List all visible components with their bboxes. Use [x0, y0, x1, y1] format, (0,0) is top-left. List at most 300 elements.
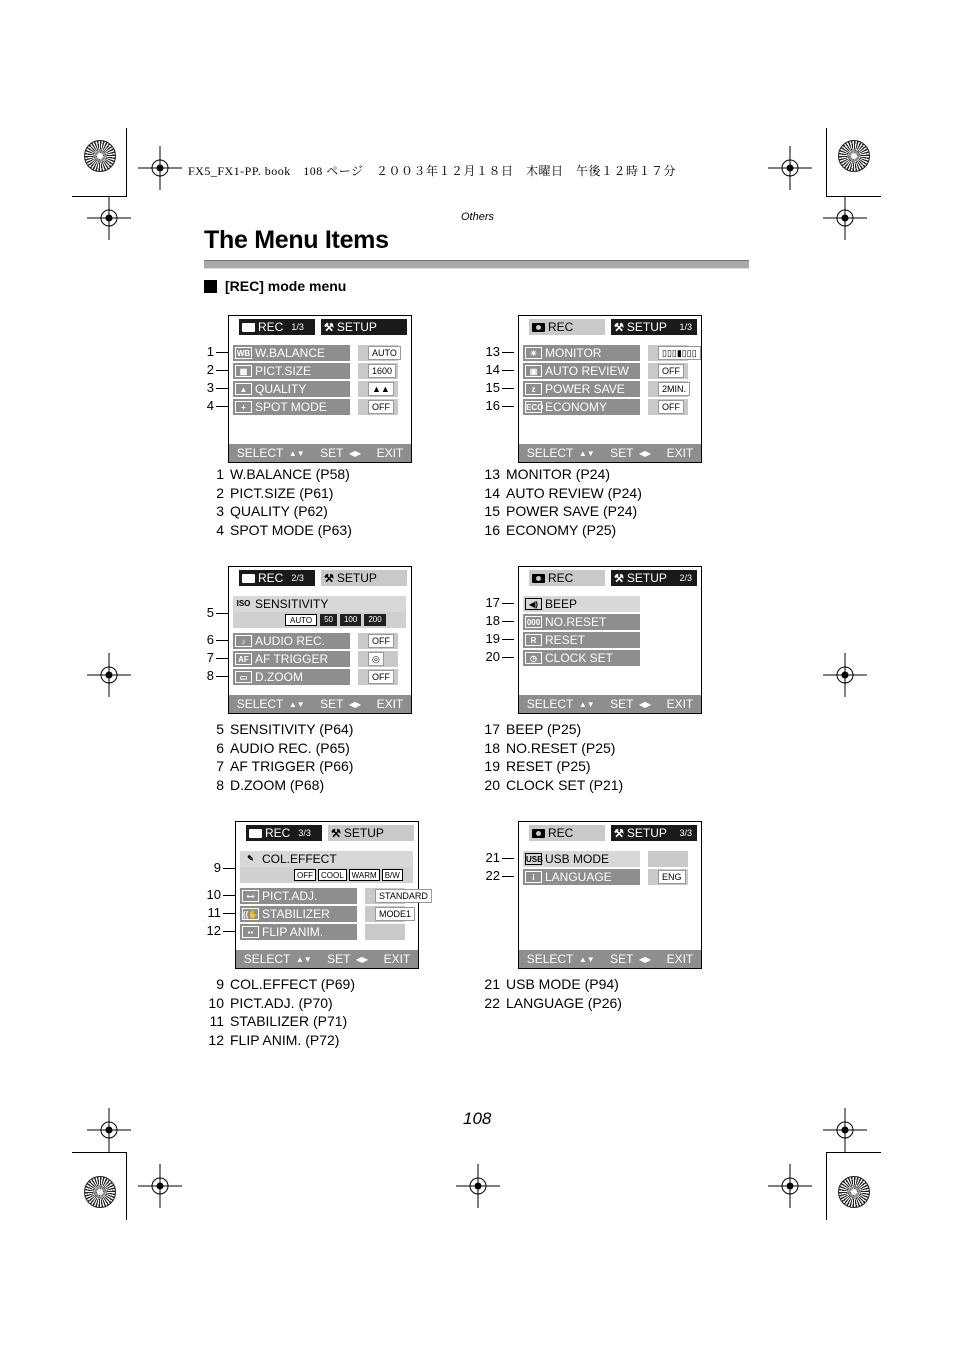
menu-row[interactable] [233, 651, 350, 667]
reference-item [204, 484, 352, 503]
menu-item-usb-mode[interactable] [523, 851, 640, 867]
crosshair-mark [456, 1164, 500, 1208]
callout-leader [216, 388, 228, 389]
footer-set: SET [610, 952, 634, 966]
reference-item [480, 994, 622, 1013]
menu-item-power-save[interactable] [523, 381, 640, 397]
reference-item [480, 502, 642, 521]
col-effect-option[interactable]: B/W [382, 869, 403, 881]
sensitivity-option[interactable]: AUTO [285, 614, 317, 626]
crop-mark [826, 1152, 827, 1220]
crop-mark [826, 128, 827, 196]
reference-number: 17 [484, 721, 500, 737]
camera-icon [249, 829, 262, 838]
reference-text: MONITOR (P24) [506, 466, 610, 482]
callout-leader [502, 621, 514, 622]
menu-item-icon: R [525, 634, 542, 646]
callout-leader [216, 370, 228, 371]
menu-item-value[interactable] [358, 633, 398, 649]
menu-item-label: PICT.ADJ. [262, 889, 318, 903]
reference-number: 2 [216, 484, 224, 501]
reference-text: ECONOMY (P25) [506, 521, 617, 538]
menu-row[interactable] [233, 345, 350, 361]
menu-item-d-zoom[interactable] [233, 669, 350, 685]
reference-list [480, 975, 622, 1012]
tab-setup[interactable] [611, 570, 697, 586]
callout-number: 5 [206, 605, 214, 620]
menu-item-value[interactable] [648, 381, 688, 397]
menu-item-stabilizer[interactable] [240, 906, 357, 922]
reference-text: D.ZOOM (P68) [230, 776, 325, 793]
leftright-icon: ◀▶ [348, 448, 362, 458]
menu-row[interactable] [523, 596, 640, 612]
callout-number: 3 [206, 380, 214, 395]
page-number: 108 [463, 1109, 492, 1128]
menu-item-pict-adj[interactable] [240, 888, 357, 904]
reference-number: 21 [484, 976, 500, 992]
menu-item-label: NO.RESET [545, 615, 607, 629]
menu-footer [519, 695, 701, 713]
reference-item [204, 776, 353, 795]
menu-item-icon: ▪▪ [242, 926, 259, 938]
callout-number: 15 [485, 380, 500, 395]
leftright-icon: ◀▶ [348, 699, 362, 709]
reference-text: AUTO REVIEW (P24) [506, 484, 642, 501]
camera-icon [242, 574, 255, 583]
reference-list [480, 465, 642, 539]
menu-item-label: CLOCK SET [545, 651, 614, 665]
menu-item-value[interactable] [358, 381, 398, 397]
tab-setup[interactable] [321, 319, 407, 335]
menu-row[interactable] [523, 869, 640, 885]
tab-rec[interactable] [246, 825, 322, 841]
callout-leader [223, 931, 235, 932]
crosshair-mark [823, 1108, 867, 1152]
menu-item-beep[interactable] [523, 596, 640, 612]
reference-number: 11 [209, 1013, 224, 1029]
menu-item-value[interactable] [358, 399, 398, 415]
reference-text: SPOT MODE (P63) [230, 521, 352, 538]
callout-number: 7 [206, 650, 214, 665]
callout-number: 13 [485, 344, 500, 359]
footer-set: SET [320, 697, 344, 711]
reference-text: FLIP ANIM. (P72) [230, 1031, 340, 1048]
footer-select: SELECT [243, 952, 291, 966]
reference-list [204, 975, 355, 1049]
callout-leader [216, 676, 228, 677]
menu-item-icon: WB [236, 349, 251, 358]
footer-select: SELECT [526, 697, 574, 711]
callout-number: 8 [206, 668, 214, 683]
menu-item-icon: z [525, 383, 542, 395]
reference-item [204, 975, 355, 994]
callout-number: 2 [206, 362, 214, 377]
crosshair-mark [768, 146, 812, 190]
wrench-icon: ⚒ [324, 572, 334, 585]
callout-leader [502, 352, 514, 353]
menu-row[interactable] [240, 888, 357, 904]
tab-rec[interactable] [239, 570, 315, 586]
crosshair-mark [768, 1164, 812, 1208]
section-label: Others [461, 211, 495, 223]
menu-item-label: FLIP ANIM. [262, 925, 324, 939]
tab-rec-label: REC [258, 320, 284, 334]
menu-item-audio-rec[interactable] [233, 633, 350, 649]
callout-number: 17 [485, 595, 500, 610]
callout-number: 6 [206, 632, 214, 647]
reference-number: 12 [208, 1031, 224, 1048]
reference-item [204, 502, 352, 521]
menu-row[interactable] [523, 381, 640, 397]
menu-footer [229, 444, 411, 462]
reference-number: 16 [484, 521, 500, 538]
reference-item [480, 720, 623, 739]
value-text: OFF [368, 634, 394, 648]
reference-text: PICT.SIZE (P61) [230, 484, 334, 501]
value-text: OFF [658, 400, 684, 414]
callout-leader [223, 868, 235, 869]
value-text: 1600 [368, 364, 396, 378]
leftright-icon: ◀▶ [638, 448, 652, 458]
reference-list [204, 465, 352, 539]
reference-list [204, 720, 353, 794]
reference-number: 3 [216, 503, 224, 519]
screen-setup-1of3 [518, 315, 702, 463]
menu-item-icon: ⊶ [242, 890, 259, 902]
reference-number: 6 [216, 739, 224, 756]
menu-row[interactable] [240, 924, 357, 940]
updown-icon: ▲▼ [288, 448, 305, 458]
reference-item [204, 465, 352, 484]
menu-item-economy[interactable] [523, 399, 640, 415]
updown-icon: ▲▼ [288, 699, 305, 709]
wrench-icon: ⚒ [614, 321, 624, 334]
menu-tabs [529, 570, 697, 586]
footer-exit: EXIT [376, 697, 404, 711]
printer-slug: FX5_FX1-PP. book 108 ページ ２００３年１２月１８日 木曜日 午後１２時１７分 [188, 164, 676, 178]
menu-row[interactable] [233, 399, 350, 415]
reference-number: 9 [216, 976, 224, 992]
tab-setup-label: SETUP [336, 571, 377, 585]
footer-select: SELECT [526, 446, 574, 460]
menu-item-value[interactable] [358, 345, 398, 361]
tab-setup[interactable] [321, 570, 407, 586]
reference-text: W.BALANCE (P58) [230, 466, 350, 482]
sensitivity-option[interactable]: 50 [320, 614, 337, 626]
menu-item-label: USB MODE [545, 852, 610, 866]
menu-tabs [239, 319, 407, 335]
reference-text: USB MODE (P94) [506, 976, 619, 992]
tab-rec-page: 3/3 [298, 828, 311, 838]
col-effect-option[interactable]: WARM [349, 869, 380, 881]
menu-row[interactable] [523, 650, 640, 666]
menu-item-no-reset[interactable] [523, 614, 640, 630]
menu-item-icon: ECO [526, 403, 544, 412]
reference-number: 5 [216, 721, 224, 737]
col-effect-options[interactable] [240, 867, 413, 883]
menu-item-label: AF TRIGGER [255, 652, 329, 666]
col-effect-label[interactable] [240, 851, 413, 867]
menu-tabs [529, 319, 697, 335]
sensitivity-option[interactable]: 100 [340, 614, 361, 626]
value-text: ▲▲ [368, 382, 394, 396]
sensitivity-option[interactable]: 200 [364, 614, 385, 626]
tab-rec-label: REC [548, 571, 574, 585]
bullet-square-icon [204, 280, 217, 293]
menu-item-reset[interactable] [523, 632, 640, 648]
menu-item-value[interactable] [648, 869, 688, 885]
camera-icon [532, 574, 545, 583]
footer-exit: EXIT [666, 697, 694, 711]
menu-item-value[interactable] [648, 851, 688, 867]
reference-number: 22 [484, 994, 500, 1011]
callout-leader [216, 406, 228, 407]
crosshair-mark [87, 653, 131, 697]
menu-item-value[interactable] [365, 888, 428, 904]
screen-rec-3of3 [235, 821, 428, 969]
reference-number: 4 [216, 521, 224, 538]
reference-item [480, 776, 623, 795]
tab-setup-page: 1/3 [679, 322, 692, 332]
reference-text: SENSITIVITY (P64) [230, 721, 354, 737]
menu-item-label: QUALITY [255, 382, 307, 396]
menu-item-label: STABILIZER [262, 907, 330, 921]
menu-row[interactable] [233, 363, 350, 379]
menu-item-clock-set[interactable] [523, 650, 640, 666]
menu-item-value[interactable] [365, 906, 412, 922]
callout-leader [216, 352, 228, 353]
registration-sunburst-icon [838, 1176, 870, 1208]
col-effect-option[interactable]: OFF [294, 869, 316, 881]
menu-item-label: SPOT MODE [255, 400, 327, 414]
value-text: ▯▯▯▮▯▯▯ [658, 346, 701, 360]
iso-icon: ISO [236, 599, 251, 608]
registration-sunburst-icon [838, 140, 870, 172]
updown-icon: ▲▼ [578, 954, 595, 964]
menu-item-value[interactable] [648, 399, 688, 415]
footer-set: SET [610, 697, 634, 711]
callout-number: 11 [207, 905, 221, 920]
sensitivity-label[interactable] [233, 596, 406, 612]
reference-text: RESET (P25) [506, 758, 591, 774]
menu-row[interactable] [233, 633, 350, 649]
reference-number: 8 [216, 776, 224, 793]
updown-icon: ▲▼ [578, 448, 595, 458]
menu-item-icon: ▭ [235, 671, 252, 683]
value-text: 2MIN. [658, 382, 690, 396]
tab-setup[interactable] [328, 825, 414, 841]
value-text: ENG [658, 870, 686, 884]
callout-leader [502, 657, 514, 658]
menu-item-icon: ◀) [525, 598, 542, 610]
tab-setup[interactable] [611, 825, 697, 841]
tab-rec[interactable] [529, 570, 605, 586]
tab-setup-label: SETUP [626, 826, 667, 840]
menu-item-language[interactable] [523, 869, 640, 885]
callout-number: 14 [485, 362, 500, 377]
menu-footer [229, 695, 411, 713]
reference-number: 1 [216, 466, 224, 482]
wrench-icon: ⚒ [331, 827, 341, 840]
reference-item [204, 521, 352, 540]
menu-item-icon: ☀ [525, 347, 542, 359]
menu-item-label: RESET [545, 633, 586, 647]
reference-item [204, 1012, 355, 1031]
reference-item [204, 720, 353, 739]
col-effect-option[interactable]: COOL [318, 869, 347, 881]
tab-rec[interactable] [529, 319, 605, 335]
callout-leader [216, 613, 228, 614]
wrench-icon: ⚒ [614, 827, 624, 840]
reference-item [480, 739, 623, 758]
screen-setup-3of3 [518, 821, 702, 969]
menu-item-value[interactable] [365, 924, 405, 940]
footer-exit: EXIT [666, 446, 694, 460]
reference-text: COL.EFFECT (P69) [230, 976, 355, 992]
page-title: The Menu Items [204, 226, 389, 254]
reference-item [204, 1031, 355, 1050]
camera-icon [532, 323, 545, 332]
menu-item-sensitivity[interactable] [233, 596, 406, 612]
menu-item-label: BEEP [545, 597, 578, 611]
menu-tabs [239, 570, 407, 586]
value-text: OFF [368, 400, 394, 414]
menu-row[interactable] [523, 345, 640, 361]
reference-number: 20 [484, 776, 500, 793]
reference-text: LANGUAGE (P26) [506, 994, 622, 1011]
menu-item-quality[interactable] [233, 381, 350, 397]
menu-item-value[interactable] [648, 345, 697, 361]
menu-footer [519, 444, 701, 462]
footer-exit: EXIT [666, 952, 694, 966]
callout-leader [216, 640, 228, 641]
menu-item-icon: ▣ [525, 365, 542, 377]
reference-item [204, 757, 353, 776]
crop-mark [826, 1152, 881, 1153]
tab-setup-label: SETUP [336, 320, 377, 334]
menu-tabs [529, 825, 697, 841]
menu-item-flip-anim[interactable] [240, 924, 357, 940]
menu-item-icon: ◷ [525, 652, 542, 664]
footer-select: SELECT [526, 952, 574, 966]
value-text: MODE1 [375, 907, 415, 921]
tab-rec-page: 1/3 [291, 322, 304, 332]
menu-item-value[interactable] [358, 651, 398, 667]
menu-item-spot-mode[interactable] [233, 399, 350, 415]
crosshair-mark [87, 196, 131, 240]
reference-number: 15 [484, 503, 500, 519]
reference-number: 14 [484, 484, 500, 501]
menu-item-pict-size[interactable] [233, 363, 350, 379]
menu-row[interactable] [523, 399, 640, 415]
callout-leader [502, 858, 514, 859]
subheading [204, 278, 346, 294]
menu-item-label: AUDIO REC. [255, 634, 326, 648]
menu-item-value[interactable] [358, 363, 398, 379]
tab-setup[interactable] [611, 319, 697, 335]
reference-text: STABILIZER (P71) [230, 1013, 348, 1029]
menu-item-value[interactable] [358, 669, 398, 685]
screen-rec-2of3 [228, 566, 412, 714]
sensitivity-options[interactable] [233, 612, 406, 628]
menu-row[interactable] [233, 381, 350, 397]
tab-rec-page: 2/3 [291, 573, 304, 583]
menu-item-icon: i [525, 871, 542, 883]
crop-mark [126, 1152, 127, 1220]
footer-select: SELECT [236, 697, 284, 711]
reference-item [480, 465, 642, 484]
crop-mark [826, 196, 881, 197]
tab-rec-label: REC [548, 826, 574, 840]
tab-rec[interactable] [239, 319, 315, 335]
menu-item-icon: ((✋ [243, 910, 259, 919]
menu-item-w-balance[interactable] [233, 345, 350, 361]
menu-row[interactable] [523, 363, 640, 379]
wrench-icon: ⚒ [324, 321, 334, 334]
value-text: OFF [368, 670, 394, 684]
callout-number: 10 [206, 887, 221, 902]
reference-number: 18 [484, 739, 500, 756]
menu-row[interactable] [523, 632, 640, 648]
leftright-icon: ◀▶ [638, 954, 652, 964]
crosshair-mark [823, 196, 867, 240]
callout-leader [502, 370, 514, 371]
tab-rec[interactable] [529, 825, 605, 841]
menu-item-monitor[interactable] [523, 345, 640, 361]
value-text: AUTO [368, 346, 401, 360]
tab-setup-label: SETUP [626, 571, 667, 585]
menu-item-col-effect[interactable] [240, 851, 413, 867]
title-rule [204, 260, 749, 269]
footer-set: SET [610, 446, 634, 460]
footer-set: SET [320, 446, 344, 460]
menu-footer [519, 950, 701, 968]
menu-item-value[interactable] [648, 363, 688, 379]
tab-setup-page: 3/3 [679, 828, 692, 838]
reference-text: POWER SAVE (P24) [506, 503, 638, 519]
menu-row[interactable] [523, 614, 640, 630]
menu-row[interactable] [233, 669, 350, 685]
reference-item [480, 757, 623, 776]
reference-list [480, 720, 623, 794]
subheading-text: [REC] mode menu [225, 278, 347, 294]
menu-item-auto-review[interactable] [523, 363, 640, 379]
callout-number: 9 [213, 860, 221, 875]
sensitivity-text: SENSITIVITY [255, 597, 329, 611]
reference-text: AF TRIGGER (P66) [230, 758, 354, 774]
crop-mark [72, 196, 127, 197]
callout-leader [502, 876, 514, 877]
menu-footer [236, 950, 418, 968]
menu-row[interactable] [523, 851, 640, 867]
menu-item-icon: ▲ [235, 383, 252, 395]
reference-text: PICT.ADJ. (P70) [230, 994, 333, 1011]
menu-row[interactable] [240, 906, 357, 922]
reference-number: 10 [208, 994, 224, 1011]
menu-item-icon: 000 [526, 618, 541, 627]
reference-text: NO.RESET (P25) [506, 739, 616, 756]
reference-item [480, 975, 622, 994]
reference-number: 13 [484, 466, 500, 482]
callout-leader [502, 388, 514, 389]
callout-leader [502, 639, 514, 640]
callout-number: 18 [485, 613, 500, 628]
callout-number: 21 [485, 850, 500, 865]
menu-item-label: PICT.SIZE [255, 364, 312, 378]
footer-select: SELECT [236, 446, 284, 460]
value-text: ◎ [368, 652, 384, 666]
menu-item-af-trigger[interactable] [233, 651, 350, 667]
